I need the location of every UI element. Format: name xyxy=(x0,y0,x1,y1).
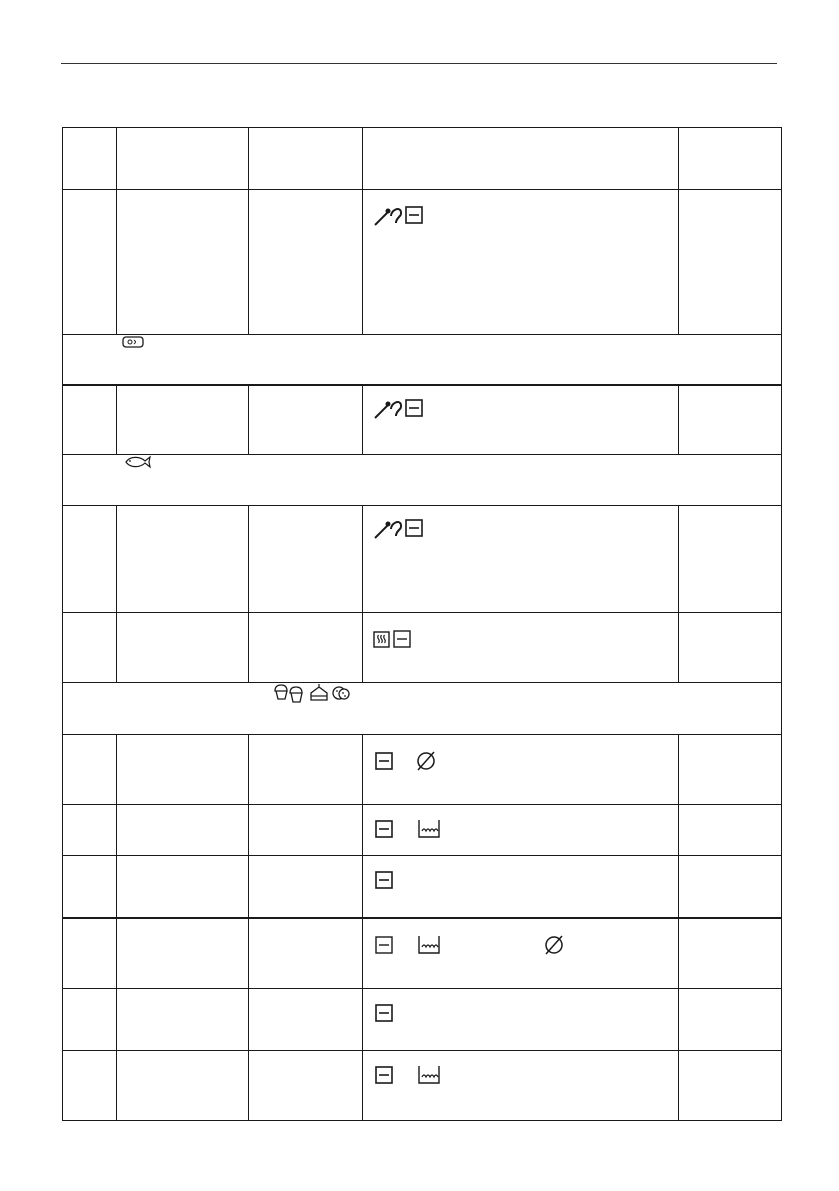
table-row xyxy=(63,856,782,918)
section-row-fish xyxy=(63,455,782,506)
fish-category-icon xyxy=(124,455,152,469)
cookie-category-icon xyxy=(331,684,351,702)
header-cell-number xyxy=(63,128,117,190)
meat-probe-icon xyxy=(373,516,403,540)
bottom-heat-icon xyxy=(375,1004,393,1022)
table-row xyxy=(63,506,782,613)
table-row xyxy=(63,385,782,455)
steam-icon xyxy=(373,631,390,648)
water-tray-icon xyxy=(417,819,441,839)
meat-probe-icon xyxy=(373,203,403,227)
table-row xyxy=(63,918,782,989)
header-cell-weight xyxy=(249,128,363,190)
muffin-category-icon xyxy=(273,683,307,703)
table-row xyxy=(63,735,782,805)
section-row-bakery xyxy=(63,683,782,735)
table-row xyxy=(63,1051,782,1121)
bottom-heat-icon xyxy=(393,630,411,648)
water-tray-icon xyxy=(417,1065,441,1085)
table-row xyxy=(63,989,782,1051)
table-row xyxy=(63,190,782,335)
table-header-row xyxy=(63,128,782,190)
bottom-heat-icon xyxy=(405,399,423,417)
header-rule xyxy=(61,63,777,64)
section-row-meat xyxy=(63,335,782,385)
water-tray-icon xyxy=(417,935,441,955)
meat-probe-icon xyxy=(373,396,403,420)
bottom-heat-icon xyxy=(405,206,423,224)
header-cell-notes xyxy=(679,128,782,190)
bottom-heat-icon xyxy=(375,1066,393,1084)
header-cell-instructions xyxy=(363,128,679,190)
bottom-heat-icon xyxy=(375,871,393,889)
bottom-heat-icon xyxy=(375,752,393,770)
programme-table xyxy=(62,127,782,1121)
meat-category-icon xyxy=(122,335,144,349)
table-row xyxy=(63,805,782,856)
header-cell-dish xyxy=(117,128,249,190)
bottom-heat-icon xyxy=(405,519,423,537)
no-fan-icon xyxy=(543,934,565,956)
cake-category-icon xyxy=(309,684,329,702)
bottom-heat-icon xyxy=(375,936,393,954)
bottom-heat-icon xyxy=(375,820,393,838)
table-row xyxy=(63,613,782,683)
no-fan-icon xyxy=(415,750,437,772)
